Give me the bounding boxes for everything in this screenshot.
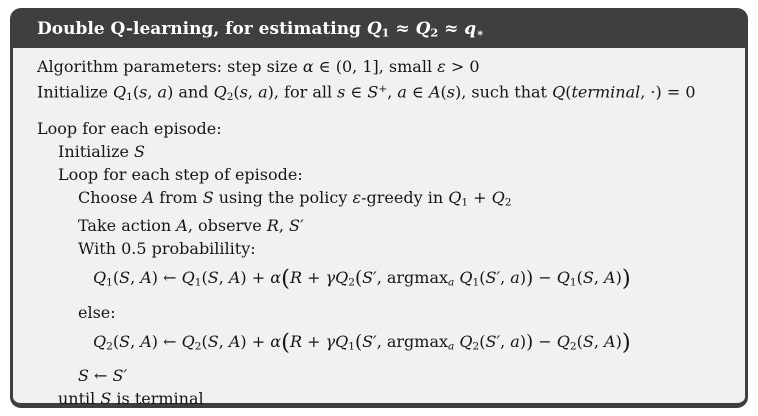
math-token: + [468, 187, 492, 207]
math-token: Loop for each step of episode: [58, 164, 303, 184]
algorithm-line-loop-each-episode [37, 117, 737, 140]
math-token: Algorithm parameters: step size [37, 57, 303, 76]
algorithm-box [10, 8, 748, 408]
math-token: ) [615, 331, 622, 351]
math-token: ) and [167, 82, 214, 102]
math-token: , [500, 331, 511, 351]
math-token: + [301, 331, 326, 351]
math-token: R [266, 216, 279, 236]
math-token: S [134, 141, 146, 161]
math-token: , argmax [376, 268, 449, 288]
math-token: α [270, 268, 282, 288]
math-token: ≈ [438, 19, 465, 40]
math-token: s [337, 82, 346, 102]
math-token: ( [576, 331, 583, 351]
math-token: ) [519, 331, 527, 351]
math-token: γQ [325, 331, 349, 351]
math-token: Q [459, 268, 473, 288]
algorithm-line-until-terminal [37, 387, 737, 410]
math-token: S′ [289, 216, 304, 236]
algorithm-line-update-q2 [37, 327, 737, 362]
math-token: Q [93, 331, 107, 351]
math-token: ( [233, 82, 240, 102]
math-token: Q [448, 187, 462, 207]
math-token: ( [112, 331, 120, 351]
math-token: using the policy [213, 187, 353, 207]
math-token: − [533, 331, 557, 351]
math-token: S′ [112, 366, 128, 386]
math-token: 2 [430, 25, 439, 40]
algorithm-line-initialize-q-values [37, 78, 737, 109]
math-token: Q [459, 331, 473, 351]
math-token: , argmax [376, 331, 449, 351]
math-token: , [278, 216, 290, 236]
math-token: , [218, 331, 229, 351]
math-token: ∗ [476, 25, 484, 40]
math-token: ( [281, 329, 290, 356]
math-token: 2 [106, 340, 113, 353]
math-token: ) [526, 268, 534, 290]
math-token: until [58, 389, 101, 409]
math-token: from [154, 187, 203, 207]
math-token: ) [615, 268, 622, 288]
math-token: , [218, 268, 229, 288]
math-token: ( [576, 268, 583, 288]
algorithm-line-initialize-state [37, 140, 737, 163]
math-token: q [464, 19, 477, 40]
math-token: , observe [187, 216, 267, 236]
algorithm-line-with-probability [37, 237, 737, 260]
math-token: ( [354, 268, 363, 290]
math-token: A [428, 82, 441, 102]
math-token: ( [440, 82, 447, 102]
math-token: , ·) = 0 [640, 82, 696, 102]
math-token: ), such that [454, 82, 553, 102]
math-token: S [582, 268, 594, 288]
math-token: ε [437, 57, 446, 76]
math-token: Q [491, 187, 505, 207]
math-token: 1 [569, 276, 577, 289]
math-token: ( [201, 331, 208, 351]
math-token: A [140, 331, 152, 351]
math-token: Q [93, 268, 107, 288]
math-token: A [176, 216, 188, 236]
algorithm-line-else-branch [37, 301, 737, 324]
math-token: a [448, 276, 455, 289]
math-token: ) + [240, 331, 271, 351]
math-token: is terminal [111, 389, 204, 409]
math-token: S′ [485, 268, 501, 288]
math-token: ∈ [406, 82, 429, 102]
math-token: a [258, 82, 268, 102]
math-token: ) ← [151, 331, 182, 351]
math-token: α [302, 57, 314, 76]
math-token: S [367, 82, 379, 102]
math-token: ( [281, 265, 290, 292]
math-token: ε [352, 187, 362, 207]
math-token: With 0.5 probabilility: [78, 239, 256, 259]
math-token: S [119, 331, 131, 351]
math-token: , [593, 268, 605, 288]
math-token: Initialize [58, 141, 135, 161]
math-token: S [119, 268, 131, 288]
math-token: ( [565, 82, 572, 102]
math-token: Q [415, 19, 431, 40]
math-token: Loop for each episode: [37, 118, 222, 138]
math-token: ) [621, 265, 631, 292]
math-token: + [301, 268, 326, 288]
math-token: 2 [504, 196, 512, 209]
algorithm-title [37, 19, 484, 40]
math-token: Q [213, 82, 227, 102]
math-token: 1 [472, 276, 480, 289]
math-token: S′ [362, 268, 377, 288]
math-token: 2 [226, 90, 234, 103]
math-token: ), for all [267, 82, 338, 102]
math-token: 1 [381, 25, 390, 40]
math-token: , [130, 331, 141, 351]
math-token: ) ← [151, 268, 182, 288]
math-token: S [207, 331, 219, 351]
algorithm-line-loop-each-step [37, 163, 737, 186]
math-token: ← [88, 366, 113, 386]
math-token: Double Q-learning, for estimating [37, 19, 367, 40]
math-token: S [207, 268, 219, 288]
math-token: A [604, 331, 616, 351]
math-token: a [448, 340, 455, 353]
math-token: S [202, 187, 214, 207]
math-token: S′ [485, 331, 501, 351]
math-token: 2 [194, 340, 202, 353]
math-token: s [239, 82, 248, 102]
math-token: + [378, 83, 388, 95]
algorithm-line-choose-action [37, 186, 737, 215]
math-token: 2 [348, 276, 355, 289]
math-token: Q [181, 268, 195, 288]
math-token: , [147, 82, 158, 102]
math-token: ) [621, 329, 631, 356]
math-token: S [582, 331, 594, 351]
math-token: Q [181, 331, 195, 351]
algorithm-header [13, 11, 745, 48]
math-token: S′ [362, 331, 377, 351]
algorithm-line-algorithm-parameters [37, 55, 737, 78]
math-token: − [533, 268, 557, 288]
math-token: 2 [472, 340, 480, 353]
math-token: a [157, 82, 168, 102]
math-token: R [289, 331, 302, 351]
math-token: A [604, 268, 616, 288]
math-token: 2 [569, 340, 577, 353]
math-token: , [247, 82, 259, 102]
math-token: ) + [240, 268, 271, 288]
math-token: ( [112, 268, 120, 288]
algorithm-line-update-q1 [37, 263, 737, 298]
math-token: ( [479, 331, 486, 351]
math-token: a [397, 82, 407, 102]
math-token: Q [552, 82, 566, 102]
math-token: Q [556, 268, 570, 288]
math-token: 1 [106, 276, 113, 289]
algorithm-line-state-transition [37, 364, 737, 387]
math-token: s [446, 82, 455, 102]
math-token: , [593, 331, 605, 351]
math-token: s [139, 82, 148, 102]
math-token: S [100, 389, 112, 409]
math-token: terminal [571, 82, 641, 102]
math-token: Q [556, 331, 570, 351]
math-token: , [500, 268, 511, 288]
math-token: -greedy in [361, 187, 449, 207]
algorithm-line-take-action [37, 214, 737, 237]
math-token: A [142, 187, 155, 207]
math-token: ) [519, 268, 527, 288]
math-token: 1 [461, 196, 469, 209]
math-token: ∈ (0, 1], small [313, 57, 438, 76]
math-token: Q [366, 19, 382, 40]
math-token: ≈ [389, 19, 416, 40]
math-token: else: [78, 302, 116, 322]
math-token: 1 [194, 276, 202, 289]
math-token: a [510, 331, 520, 351]
math-token: ( [132, 82, 140, 102]
math-token: R [289, 268, 302, 288]
math-token: ∈ [345, 82, 368, 102]
math-token: S [78, 366, 89, 386]
math-token: ( [479, 268, 486, 288]
math-token: γQ [325, 268, 349, 288]
math-token: , [130, 268, 141, 288]
math-token: , [387, 82, 398, 102]
math-token: > 0 [445, 57, 480, 76]
math-token: α [270, 331, 282, 351]
math-token: ( [354, 331, 363, 353]
algorithm-lines [37, 55, 737, 410]
math-token: 1 [348, 340, 355, 353]
math-token: ( [201, 268, 208, 288]
math-token: Choose [78, 187, 143, 207]
math-token: A [228, 268, 241, 288]
math-token: A [228, 331, 241, 351]
math-token: ) [526, 331, 534, 353]
math-token: Initialize [37, 82, 114, 102]
math-token: Q [113, 82, 127, 102]
algorithm-body [13, 48, 745, 416]
math-token: A [140, 268, 152, 288]
math-token: a [510, 268, 520, 288]
math-token: 1 [126, 90, 133, 103]
math-token: Take action [78, 216, 177, 236]
